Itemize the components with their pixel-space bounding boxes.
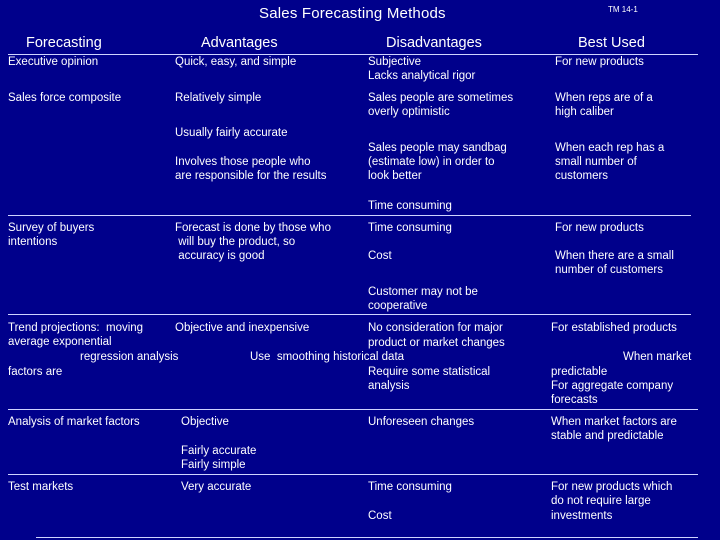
advantage-item: Relatively simple: [175, 92, 262, 104]
best-used-item: small number of: [555, 156, 637, 168]
best-used-item: For new products: [555, 56, 644, 68]
disadvantage-item: Sales people may sandbag: [368, 142, 507, 154]
advantage-item: Quick, easy, and simple: [175, 56, 297, 68]
best-used-item: For aggregate company: [551, 380, 674, 392]
disadvantage-item: Subjective: [368, 56, 422, 68]
slide-id: TM 14-1: [608, 5, 638, 14]
advantage-item: Use smoothing historical data: [250, 351, 405, 363]
best-used-item: When there are a small: [555, 250, 674, 262]
advantage-item: accuracy is good: [175, 250, 265, 262]
disadvantage-item: Require some statistical: [368, 366, 491, 378]
row-divider: [8, 314, 691, 315]
advantage-item: Usually fairly accurate: [175, 127, 288, 139]
header-disadvantages: Disadvantages: [386, 35, 482, 51]
method-trend-projections-line4: factors are: [8, 366, 63, 378]
best-used-item: For new products which: [551, 481, 673, 493]
best-used-item: high caliber: [555, 106, 614, 118]
disadvantage-item: No consideration for major: [368, 322, 503, 334]
best-used-item: do not require large: [551, 495, 651, 507]
disadvantage-item: Time consuming: [368, 481, 452, 493]
method-survey-of-buyers: Survey of buyers: [8, 222, 95, 234]
best-used-item: When market: [623, 351, 692, 363]
header-forecasting: Forecasting: [26, 35, 102, 51]
method-analysis-of-market-factors: Analysis of market factors: [8, 416, 140, 428]
advantage-item: Involves those people who: [175, 156, 311, 168]
header-best-used: Best Used: [578, 35, 645, 51]
advantage-item: are responsible for the results: [175, 170, 327, 182]
disadvantage-item: Cost: [368, 510, 392, 522]
advantage-item: Fairly accurate: [181, 445, 257, 457]
disadvantage-item: Time consuming: [368, 200, 452, 212]
disadvantage-item: product or market changes: [368, 337, 505, 349]
disadvantage-item: overly optimistic: [368, 106, 450, 118]
advantage-item: Objective: [181, 416, 229, 428]
advantage-item: Forecast is done by those who: [175, 222, 331, 234]
best-used-item: number of customers: [555, 264, 664, 276]
disadvantage-item: Lacks analytical rigor: [368, 70, 476, 82]
disadvantage-item: analysis: [368, 380, 410, 392]
best-used-item: When market factors are: [551, 416, 677, 428]
best-used-item: For new products: [555, 222, 644, 234]
bottom-divider: [36, 537, 698, 538]
best-used-item: predictable: [551, 366, 608, 378]
disadvantage-item: look better: [368, 170, 422, 182]
disadvantage-item: Unforeseen changes: [368, 416, 475, 428]
method-trend-projections: Trend projections: moving: [8, 322, 144, 334]
disadvantage-item: (estimate low) in order to: [368, 156, 495, 168]
method-trend-projections-line2: average exponential: [8, 336, 112, 348]
row-divider: [8, 474, 698, 475]
advantage-item: Objective and inexpensive: [175, 322, 310, 334]
best-used-item: investments: [551, 510, 613, 522]
disadvantage-item: Customer may not be: [368, 286, 478, 298]
best-used-item: For established products: [551, 322, 677, 334]
method-trend-projections-line3: regression analysis: [80, 351, 179, 363]
disadvantage-item: Sales people are sometimes: [368, 92, 514, 104]
row-divider: [8, 409, 698, 410]
best-used-item: When reps are of a: [555, 92, 653, 104]
disadvantage-item: Cost: [368, 250, 392, 262]
method-sales-force-composite: Sales force composite: [8, 92, 122, 104]
page-title: Sales Forecasting Methods: [259, 5, 446, 22]
disadvantage-item: Time consuming: [368, 222, 452, 234]
best-used-item: stable and predictable: [551, 430, 664, 442]
method-survey-of-buyers-line2: intentions: [8, 236, 58, 248]
header-advantages: Advantages: [201, 35, 278, 51]
row-divider: [8, 215, 691, 216]
best-used-item: customers: [555, 170, 609, 182]
method-test-markets: Test markets: [8, 481, 74, 493]
method-executive-opinion: Executive opinion: [8, 56, 99, 68]
advantage-item: will buy the product, so: [175, 236, 296, 248]
disadvantage-item: cooperative: [368, 300, 428, 312]
best-used-item: forecasts: [551, 394, 598, 406]
best-used-item: When each rep has a: [555, 142, 665, 154]
advantage-item: Fairly simple: [181, 459, 246, 471]
advantage-item: Very accurate: [181, 481, 252, 493]
